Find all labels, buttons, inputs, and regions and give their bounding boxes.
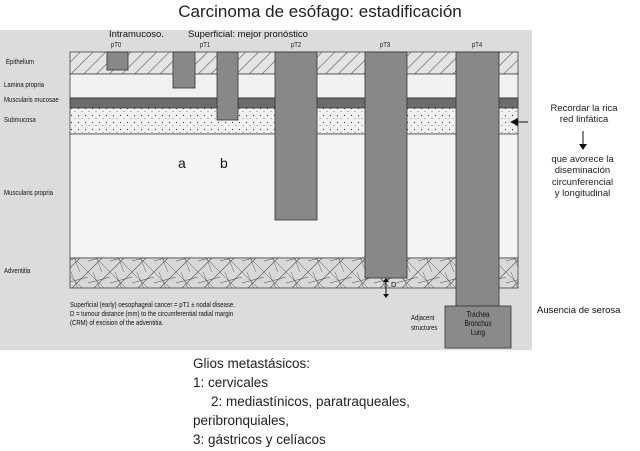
adjacent-trachea: Trachea <box>466 310 490 319</box>
layer-adventitia <box>70 258 518 288</box>
adjacent-label-2: structures <box>411 323 438 332</box>
adjacent-bronchus: Bronchus <box>464 319 492 328</box>
stage-label-pt0: pT0 <box>110 42 122 49</box>
stage-label-pt4: pT4 <box>471 42 483 49</box>
diagram-panel <box>0 30 532 350</box>
sub-label-b: b <box>220 155 228 171</box>
note-favorece-line-2: diseminación <box>554 165 611 177</box>
page-title: Carcinoma de esófago: estadificación <box>178 2 462 21</box>
bottom-line-4: peribronquiales, <box>193 413 290 428</box>
layer-label-submucosa: Submucosa <box>4 115 36 124</box>
note-serosa: Ausencia de serosa <box>537 305 621 316</box>
note-diseminacion <box>525 154 640 200</box>
note-favorece-line-1: que avorece la <box>551 154 614 165</box>
arrow-right-icon <box>509 116 529 128</box>
tumour-bar-pt2 <box>275 52 317 220</box>
layer-label-muscularis-propria: Muscularis propria <box>4 188 54 197</box>
tumour-bar-pt0 <box>107 52 128 70</box>
layer-label-muscularis-mucosae: Muscularis mucosae <box>4 95 59 104</box>
layer-label-epithelium: Epithelium <box>6 57 35 66</box>
bottom-line-2: 1: cervicales <box>193 375 269 390</box>
stage-label-pt3: pT3 <box>379 42 391 49</box>
note-superficial: Superficial: mejor pronóstico <box>188 29 308 40</box>
bottom-line-5: 3: gástricos y celíacos <box>193 432 326 447</box>
depth-arrow-down-icon <box>383 294 389 298</box>
adjacent-lung: Lung <box>470 328 486 337</box>
note-intramucoso: Intramucoso. <box>109 29 164 40</box>
bottom-line-1: Glios metastásicos: <box>193 356 311 371</box>
tumour-bar-pt1b <box>217 52 238 120</box>
note-favorece-line-4: y longitudinal <box>554 188 611 200</box>
caption-line-3: (CRM) of excision of the adventitia. <box>70 318 164 327</box>
caption-line-1: Superficial (early) oesophageal cancer = pT1 ± nodal disease. <box>70 300 235 309</box>
stage-label-pt2: pT2 <box>290 42 302 49</box>
arrow-down-icon <box>578 131 588 151</box>
note-red-linfatica <box>528 103 640 126</box>
tumour-bar-pt3 <box>365 52 407 278</box>
caption-line-2: D = tumour distance (mm) to the circumferential radial margin <box>70 309 234 318</box>
depth-label: D <box>391 280 397 289</box>
adjacent-box-text <box>445 310 511 337</box>
note-recordar-line-1: Recordar la rica <box>550 103 618 114</box>
bottom-line-3: 2: mediastínicos, paratraqueales, <box>211 394 410 409</box>
stage-label-pt1: pT1 <box>199 42 211 49</box>
note-recordar-line-2: red linfática <box>559 114 609 126</box>
adjacent-label-1: Adjacent <box>411 313 435 322</box>
sub-label-a: a <box>178 155 186 171</box>
figure-caption <box>70 300 400 327</box>
layer-label-lamina-propria: Lamina propria <box>4 80 45 89</box>
tumour-bar-pt4 <box>456 52 499 306</box>
note-favorece-line-3: circunferencial <box>551 176 614 188</box>
layer-label-adventitia: Adventitia <box>4 266 31 275</box>
tumour-bar-pt1a <box>173 52 195 88</box>
